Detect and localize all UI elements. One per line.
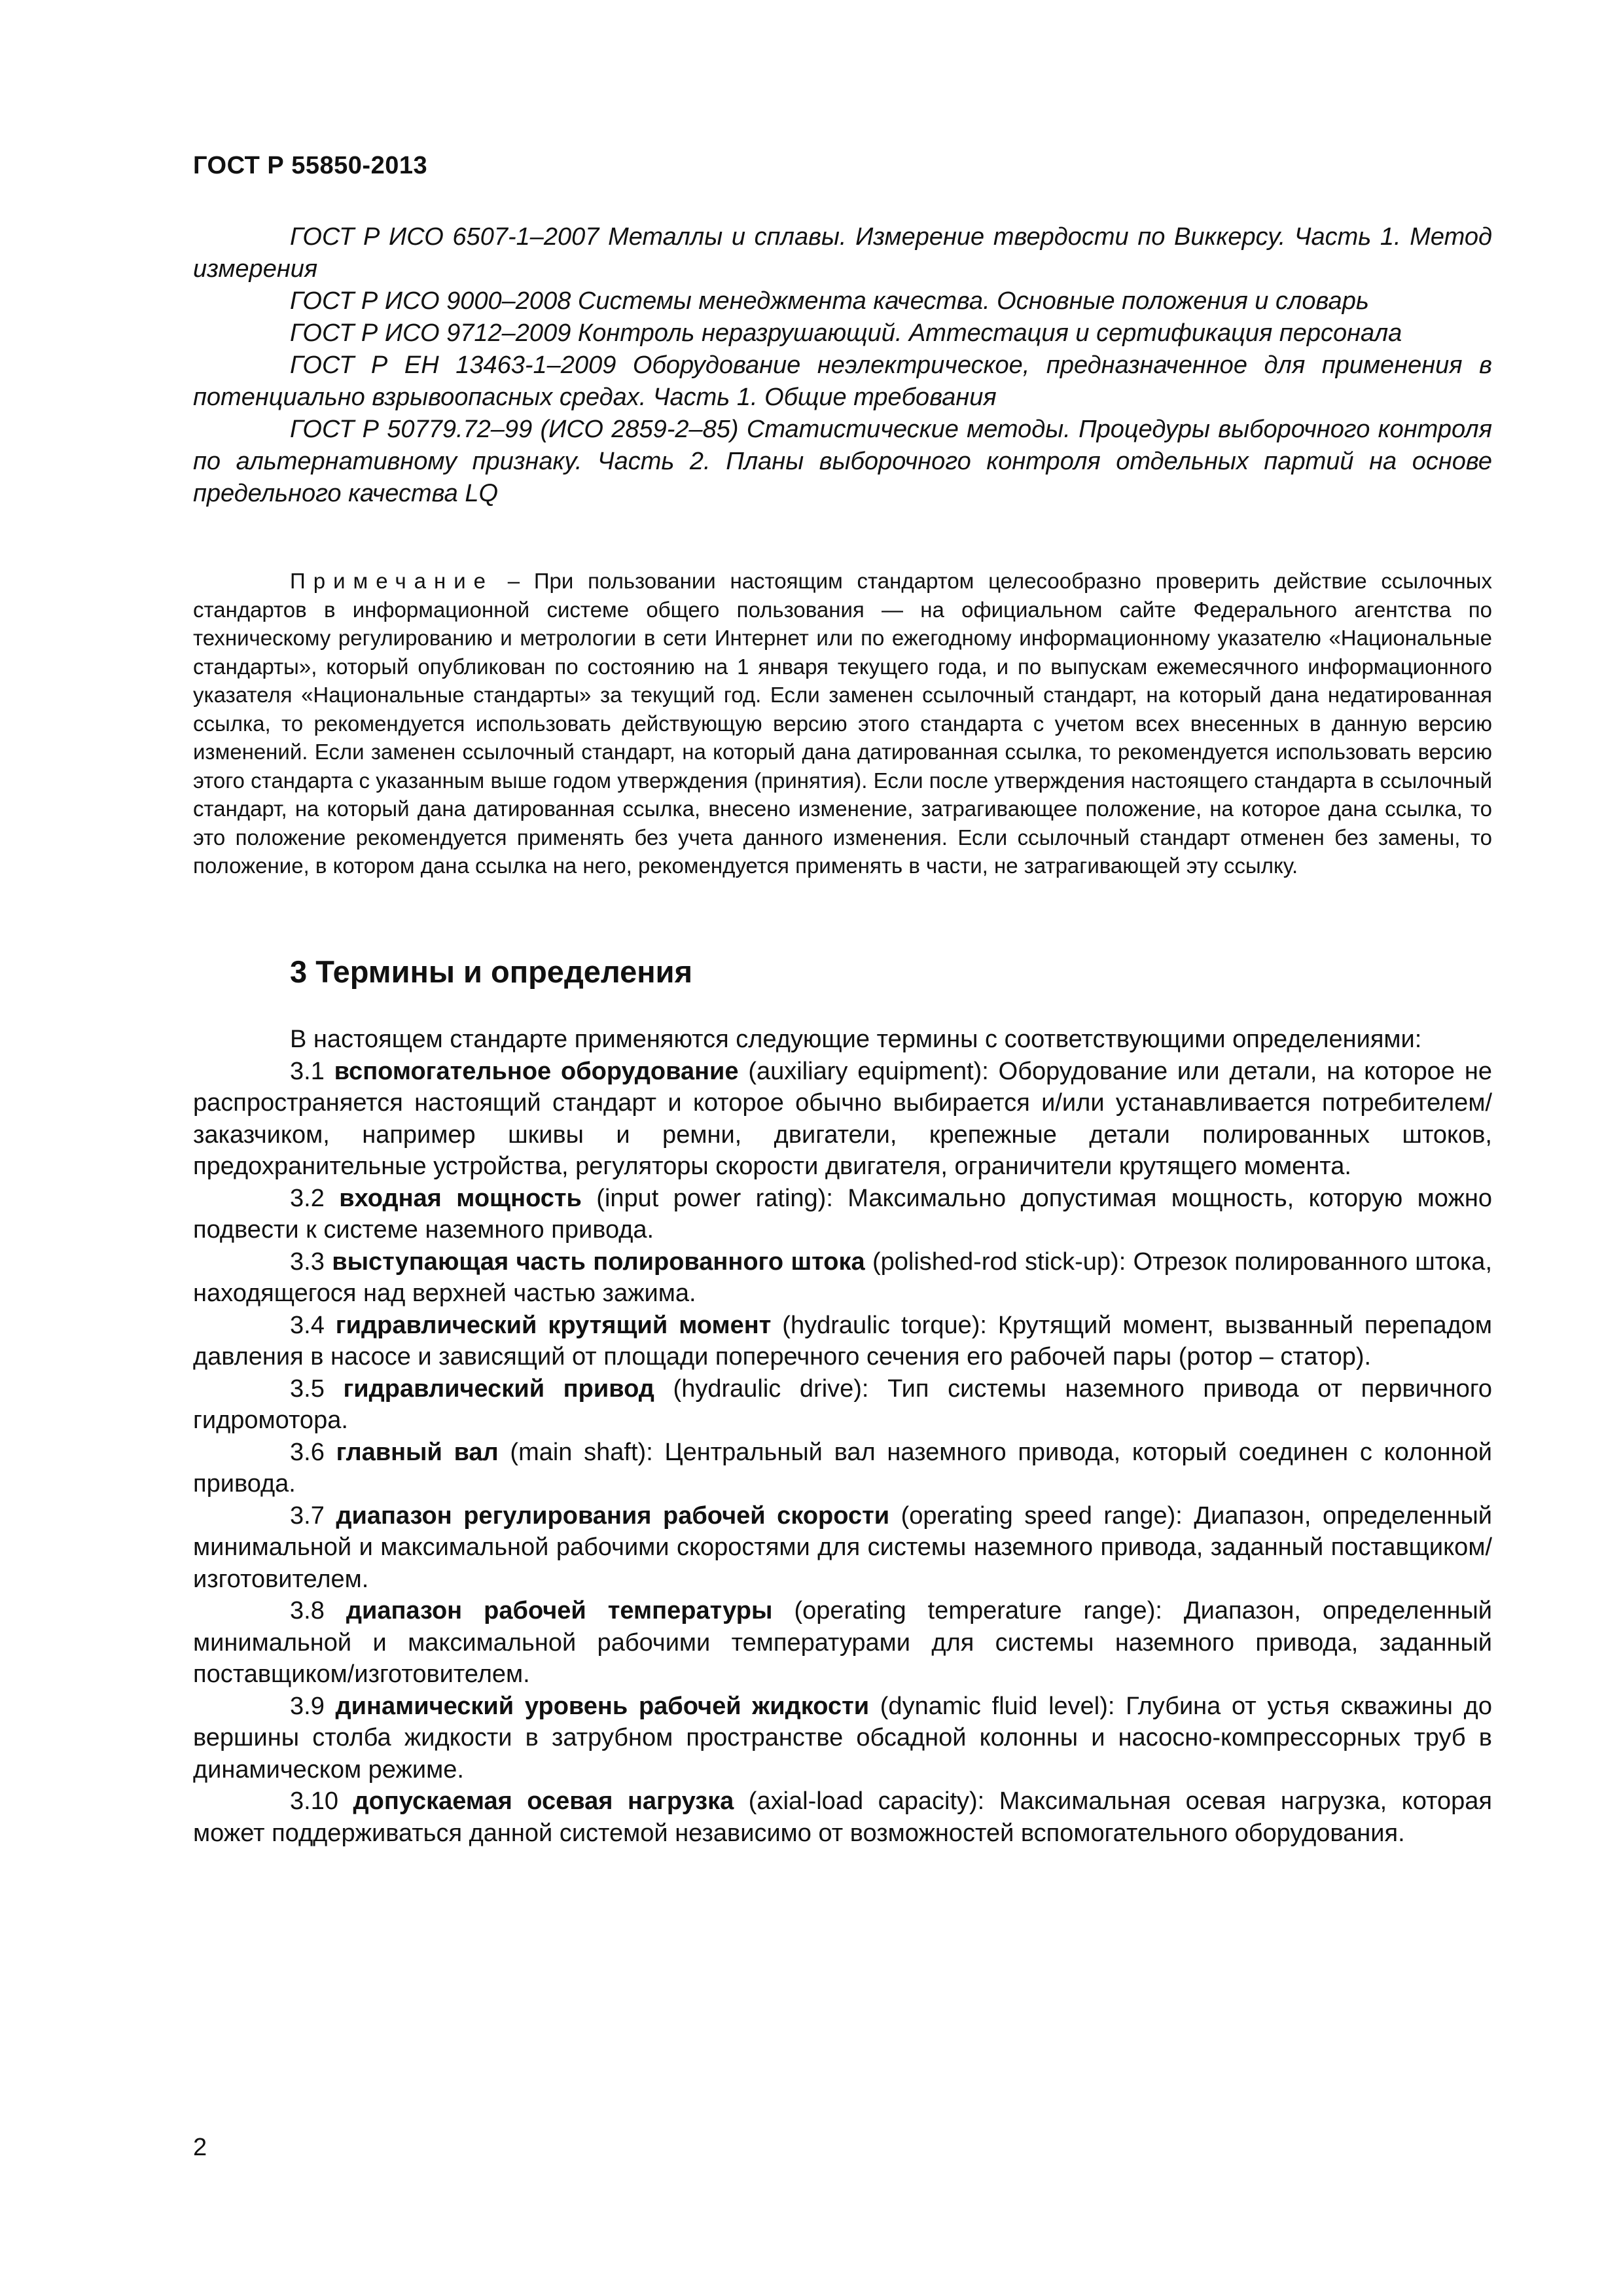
page-number: 2 <box>193 2134 207 2161</box>
term-name: входная мощность <box>339 1184 582 1212</box>
reference-item: ГОСТ Р ИСО 9712–2009 Контроль неразрушающий. Аттестация и сертификация персонала <box>290 319 1402 347</box>
terms-list <box>193 1024 1492 1849</box>
reference-item: ГОСТ Р ИСО 6507-1–2007 Металлы и сплавы. Измерение твердости по Виккерсу. Часть 1. Метод измерения <box>193 223 1492 283</box>
term-definition: (main shaft): Центральный вал наземного привода, который соединен с колонной привода. <box>193 1438 1492 1498</box>
term-item <box>193 1056 1492 1183</box>
reference-item: ГОСТ Р ИСО 9000–2008 Системы менеджмента качества. Основные положения и словарь <box>290 287 1369 315</box>
term-definition: (operating temperature range): Диапазон, определенный минимальной и максимальной рабочими температурами для системы наземного привода, заданный поставщиком/изготовителем. <box>193 1597 1492 1688</box>
section-intro: В настоящем стандарте применяются следующие термины с соответствующими определениями: <box>290 1026 1422 1053</box>
term-item <box>193 1183 1492 1246</box>
note-paragraph <box>193 567 1492 880</box>
document-code-header: ГОСТ Р 55850-2013 <box>193 152 428 179</box>
term-name: главный вал <box>336 1438 499 1466</box>
term-number: 3.6 <box>290 1438 325 1466</box>
term-name: диапазон регулирования рабочей скорости <box>336 1501 890 1530</box>
term-definition: (operating speed range): Диапазон, определенный минимальной и максимальной рабочими скоростями для системы наземного привода, заданный поставщиком/изготовителем. <box>193 1501 1492 1593</box>
term-item <box>193 1691 1492 1786</box>
term-item <box>193 1373 1492 1437</box>
term-number: 3.9 <box>290 1692 325 1720</box>
term-definition: (hydraulic drive): Тип системы наземного привода от первичного гидромотора. <box>193 1374 1492 1434</box>
term-item <box>193 1437 1492 1500</box>
term-definition: (polished-rod stick-up): Отрезок полированного штока, находящегося над верхней частью зажима. <box>193 1247 1492 1307</box>
term-number: 3.7 <box>290 1501 325 1530</box>
term-item <box>193 1785 1492 1849</box>
term-name: допускаемая осевая нагрузка <box>353 1787 734 1815</box>
term-item <box>193 1246 1492 1310</box>
term-name: диапазон рабочей температуры <box>346 1597 773 1624</box>
reference-item: ГОСТ Р ЕН 13463-1–2009 Оборудование неэлектрическое, предназначенное для применения в потенциально взрывоопасных средах. Часть 1. Общие требования <box>193 351 1492 411</box>
note-text: – При пользовании настоящим стандартом целесообразно проверить действие ссылочных стандартов в информационной системе общего пользования — на официальном сайте Федерального агентства по техническому регулированию и метрологии в сети Интернет или по ежегодному информационному указателю «Национальные стандарты», который опубликован по состоянию на 1 января текущего года, и по выпускам ежемесячного информационного указателя «Национальные стандарты» за текущий год. Если заменен ссылочный стандарт, на который дана недатированная ссылка, то рекомендуется использовать действующую версию этого стандарта с учетом всех внесенных в данную версию изменений. Если заменен ссылочный стандарт, на который дана датированная ссылка, то рекомендуется использовать версию этого стандарта с указанным выше годом утверждения (принятия). Если после утверждения настоящего стандарта в ссылочный стандарт, на который дана датированная ссылка, внесено изменение, затрагивающее положение, на которое дана ссылка, то это положение рекомендуется применять без учета данного изменения. Если ссылочный стандарт отменен без замены, то положение, в котором дана ссылка на него, рекомендуется применять в части, не затрагивающей эту ссылку. <box>193 569 1492 878</box>
term-number: 3.5 <box>290 1374 325 1403</box>
term-name: вспомогательное оборудование <box>334 1057 739 1085</box>
term-number: 3.10 <box>290 1787 338 1815</box>
term-name: гидравлический крутящий момент <box>335 1311 772 1339</box>
term-number: 3.8 <box>290 1597 325 1624</box>
term-number: 3.1 <box>290 1057 325 1085</box>
term-number: 3.3 <box>290 1247 325 1276</box>
term-item <box>193 1310 1492 1373</box>
reference-item: ГОСТ Р 50779.72–99 (ИСО 2859-2–85) Статистические методы. Процедуры выборочного контроля по альтернативному признаку. Часть 2. Планы выборочного контроля отдельных партий на основе предельного качества LQ <box>193 416 1492 507</box>
term-definition: (hydraulic torque): Крутящий момент, вызванный перепадом давления в насосе и зависящий от площади поперечного сечения его рабочей пары (ротор – статор). <box>193 1311 1493 1371</box>
term-definition: (auxiliary equipment): Оборудование или детали, на которое не распространяется настоящий стандарт и которое обычно выбирается и/или устанавливается потребителем/заказчиком, например шкивы и ремни, двигатели, крепежные детали полированных штоков, предохранительные устройства, регуляторы скорости двигателя, ограничители крутящего момента. <box>193 1057 1492 1180</box>
term-definition: (dynamic fluid level): Глубина от устья скважины до вершины столба жидкости в затрубном пространстве обсадной колонны и насосно-компрессорных труб в динамическом режиме. <box>193 1692 1492 1784</box>
term-name: выступающая часть полированного штока <box>332 1247 865 1276</box>
term-item <box>193 1500 1492 1596</box>
term-number: 3.2 <box>290 1184 325 1212</box>
term-definition: (input power rating): Максимально допустимая мощность, которую можно подвести к системе наземного привода. <box>193 1184 1492 1244</box>
note-label: Примечание <box>290 569 494 593</box>
term-number: 3.4 <box>290 1311 325 1339</box>
term-name: гидравлический привод <box>343 1374 654 1403</box>
term-item <box>193 1595 1492 1691</box>
normative-references-list <box>193 221 1492 510</box>
term-name: динамический уровень рабочей жидкости <box>335 1692 870 1720</box>
section-title: 3 Термины и определения <box>290 954 692 989</box>
term-definition: (axial-load capacity): Максимальная осевая нагрузка, которая может поддерживаться данной системой независимо от возможностей вспомогательного оборудования. <box>193 1787 1492 1847</box>
